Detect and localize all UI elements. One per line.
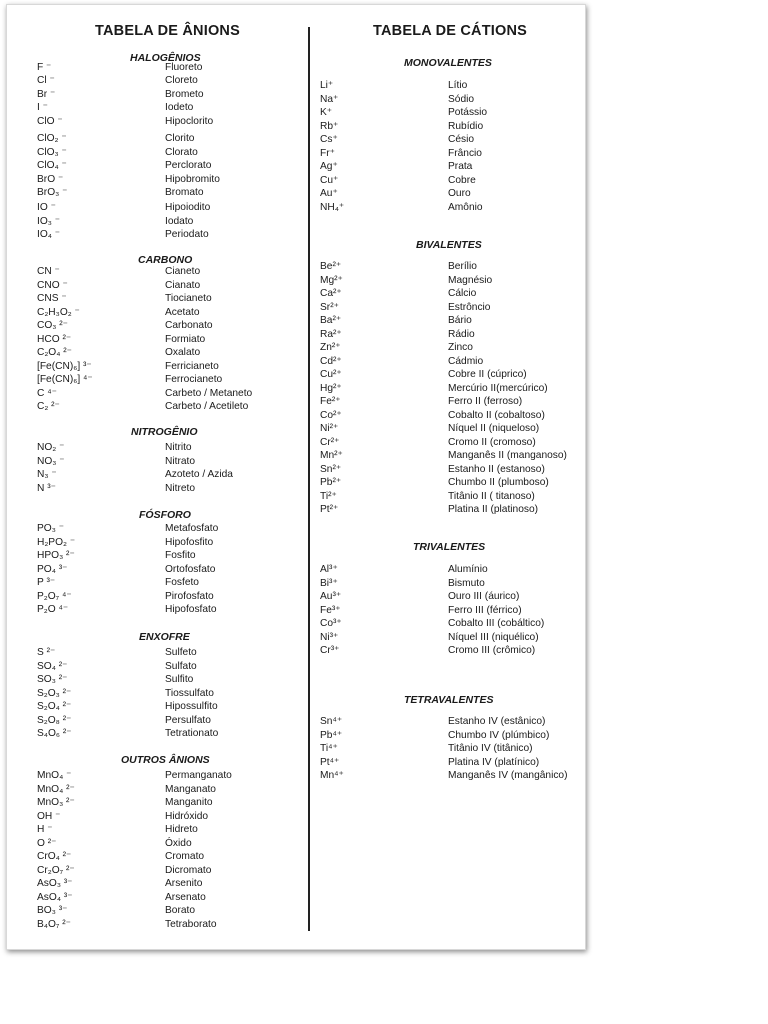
ion-formula: Fr⁺ (320, 147, 335, 159)
ion-formula: Ni³⁺ (320, 631, 339, 643)
ion-name: Iodeto (165, 102, 194, 113)
ion-name: Cromo III (crômico) (448, 645, 536, 656)
ion-formula: C₂ ²⁻ (37, 401, 60, 412)
ion-name: Cobre (448, 174, 476, 186)
ion-name: Prata (448, 161, 473, 172)
ion-name: Brometo (165, 89, 204, 100)
ion-name: Sulfeto (165, 647, 197, 658)
ion-name: Cianato (165, 279, 201, 291)
anion-section-halogenios: HALOGÊNIOS (130, 52, 201, 64)
ion-name: Hidreto (165, 824, 198, 835)
ion-formula: Li⁺ (320, 80, 334, 91)
ion-name: Bismuto (448, 577, 485, 589)
anion-section-enxofre: ENXOFRE (139, 631, 190, 643)
cation-table-title: TABELA DE CÁTIONS (373, 23, 528, 39)
ion-name: Ferro III (férrico) (448, 604, 522, 616)
anion-section-outros-anions: OUTROS ÂNIONS (121, 754, 210, 766)
ion-name: Titânio II ( titanoso) (448, 490, 535, 502)
ion-name: Níquel II (niqueloso) (448, 423, 540, 434)
ion-name: Clorato (165, 147, 198, 158)
ion-name: Carbeto / Acetileto (165, 401, 249, 412)
ion-name: Berílio (448, 261, 477, 272)
ion-name: Níquel III (niquélico) (448, 631, 539, 643)
document-page (6, 4, 586, 950)
cation-section-tetravalentes: TETRAVALENTES (404, 694, 494, 706)
ion-formula: Cr³⁺ (320, 645, 340, 656)
ion-formula: S ²⁻ (37, 647, 56, 658)
ion-formula: Fe²⁺ (320, 396, 341, 407)
ion-name: Manganês IV (mangânico) (448, 770, 568, 781)
ion-name: Ferro II (ferroso) (448, 396, 523, 407)
ion-formula: Be²⁺ (320, 261, 342, 272)
ion-formula: Au³⁺ (320, 591, 342, 602)
ion-name: Cromo II (cromoso) (448, 436, 536, 448)
ion-formula: AsO₄ ³⁻ (37, 891, 73, 903)
ion-formula: ClO ⁻ (37, 116, 63, 127)
ion-formula: BO₃ ³⁻ (37, 905, 68, 916)
ion-name: Ortofosfato (165, 563, 216, 575)
cation-section-bivalentes: BIVALENTES (416, 239, 482, 251)
ion-name: Cádmio (448, 355, 484, 367)
ion-formula: IO₄ ⁻ (37, 229, 61, 240)
ion-formula: IO₃ ⁻ (37, 216, 61, 227)
ion-formula: Br ⁻ (37, 89, 56, 100)
ion-name: Magnésio (448, 274, 493, 286)
ion-name: Fosfeto (165, 577, 199, 588)
ion-formula: Al³⁺ (320, 564, 338, 575)
ion-name: Dicromato (165, 864, 212, 876)
ion-formula: [Fe(CN)₆] ⁴⁻ (37, 374, 93, 385)
ion-name: Borato (165, 905, 196, 916)
ion-formula: CO₃ ²⁻ (37, 320, 69, 331)
ion-formula: NO₃ ⁻ (37, 455, 65, 467)
ion-formula: Na⁺ (320, 93, 339, 105)
ion-formula: CrO₄ ²⁻ (37, 851, 72, 862)
ion-formula: B₄O₇ ²⁻ (37, 918, 71, 930)
ion-formula: N₃ ⁻ (37, 469, 57, 480)
ion-name: Ouro (448, 188, 471, 199)
ion-formula: Ti²⁺ (320, 490, 337, 502)
ion-name: Nitreto (165, 482, 196, 494)
ion-formula: Sn²⁺ (320, 463, 342, 475)
ion-name: Estrôncio (448, 301, 491, 313)
ion-name: Ferricianeto (165, 360, 219, 372)
ion-formula: P₂O₇ ⁴⁻ (37, 590, 72, 602)
ion-name: Cloreto (165, 75, 198, 86)
ion-name: Bário (448, 315, 472, 326)
ion-formula: N ³⁻ (37, 482, 56, 494)
anion-section-carbono: CARBONO (138, 254, 193, 266)
column-divider (308, 27, 310, 931)
ion-formula: Mn²⁺ (320, 450, 343, 461)
ion-formula: ClO₄ ⁻ (37, 160, 67, 171)
ion-formula: Ag⁺ (320, 161, 338, 172)
ion-formula: Cu²⁺ (320, 369, 342, 380)
ion-formula: F ⁻ (37, 62, 52, 73)
ion-name: Metafosfato (165, 523, 219, 534)
ion-name: Carbonato (165, 320, 213, 331)
ion-formula: PO₄ ³⁻ (37, 563, 68, 575)
ion-formula: HCO ²⁻ (37, 333, 72, 345)
ion-name: Césio (448, 134, 475, 145)
ion-formula: Ni²⁺ (320, 423, 339, 434)
ion-name: Fluoreto (165, 62, 203, 73)
ion-name: Permanganato (165, 770, 232, 781)
ion-name: Tiossulfato (165, 687, 214, 699)
ion-name: Frâncio (448, 147, 482, 159)
ion-formula: S₂O₄ ²⁻ (37, 701, 72, 712)
ion-formula: S₂O₃ ²⁻ (37, 687, 72, 699)
ion-formula: Cr₂O₇ ²⁻ (37, 864, 75, 876)
ion-name: Rubídio (448, 120, 484, 132)
anion-table-title: TABELA DE ÂNIONS (95, 23, 240, 39)
ion-name: Formiato (165, 333, 206, 345)
ion-formula: BrO₃ ⁻ (37, 187, 68, 198)
ion-name: Alumínio (448, 564, 488, 575)
ion-name: Hidróxido (165, 810, 209, 822)
ion-name: Chumbo II (plumboso) (448, 477, 549, 488)
ion-name: Hipofosfato (165, 604, 217, 615)
ion-formula: MnO₄ ²⁻ (37, 783, 75, 795)
ion-formula: Zn²⁺ (320, 342, 341, 353)
ion-name: Arsenito (165, 878, 203, 889)
ion-formula: Bi³⁺ (320, 577, 338, 589)
ion-formula: Cr²⁺ (320, 436, 340, 448)
ion-formula: H₂PO₂ ⁻ (37, 536, 76, 548)
ion-name: Platina IV (platínico) (448, 756, 540, 768)
ion-name: Iodato (165, 216, 194, 227)
ion-name: Bromato (165, 187, 204, 198)
ion-name: Manganito (165, 797, 213, 808)
ion-formula: Cu⁺ (320, 174, 339, 186)
ion-name: Arsenato (165, 891, 206, 903)
ion-formula: Hg²⁺ (320, 382, 342, 394)
ion-formula: I ⁻ (37, 102, 49, 113)
ion-name: Cobalto II (cobaltoso) (448, 409, 545, 421)
ion-formula: Ti⁴⁺ (320, 743, 338, 754)
ion-formula: C₂O₄ ²⁻ (37, 347, 72, 358)
cation-section-monovalentes: MONOVALENTES (404, 57, 492, 69)
ion-formula: Sn⁴⁺ (320, 716, 343, 727)
ion-formula: Pb²⁺ (320, 477, 342, 488)
ion-name: Azoteto / Azida (165, 469, 233, 480)
cation-section-trivalentes: TRIVALENTES (413, 541, 486, 553)
ion-formula: Ba²⁺ (320, 315, 342, 326)
ion-name: Hipoclorito (165, 116, 214, 127)
ion-formula: Rb⁺ (320, 120, 339, 132)
ion-formula: ClO₂ ⁻ (37, 133, 67, 144)
ion-formula: K⁺ (320, 107, 333, 118)
ion-name: Cobre II (cúprico) (448, 369, 527, 380)
ion-formula: AsO₃ ³⁻ (37, 878, 73, 889)
ion-name: Estanho II (estanoso) (448, 463, 545, 475)
ion-name: Fosfito (165, 550, 196, 561)
ion-name: Oxalato (165, 347, 201, 358)
ion-formula: S₂O₈ ²⁻ (37, 714, 72, 726)
ion-name: Titânio IV (titânico) (448, 743, 533, 754)
ion-formula: Pb⁴⁺ (320, 729, 343, 741)
ion-formula: CNO ⁻ (37, 279, 68, 291)
ion-formula: HPO₃ ²⁻ (37, 550, 75, 561)
ion-name: Rádio (448, 328, 475, 340)
ion-name: Hipobromito (165, 174, 220, 185)
ion-formula: Co³⁺ (320, 618, 342, 629)
ion-formula: H ⁻ (37, 824, 53, 835)
ion-name: Zinco (448, 342, 473, 353)
ion-formula: C₂H₃O₂ ⁻ (37, 306, 80, 318)
ion-name: Nitrito (165, 442, 192, 453)
ion-name: Manganês II (manganoso) (448, 450, 567, 461)
ion-formula: OH ⁻ (37, 810, 61, 822)
ion-formula: Cd²⁺ (320, 355, 342, 367)
ion-name: Óxido (165, 837, 192, 849)
ion-name: Potássio (448, 107, 488, 118)
ion-formula: O ²⁻ (37, 837, 57, 849)
ion-formula: Pt⁴⁺ (320, 756, 340, 768)
ion-formula: C ⁴⁻ (37, 387, 57, 399)
anion-section-fosforo: FÓSFORO (139, 509, 191, 521)
ion-formula: [Fe(CN)₆] ³⁻ (37, 360, 92, 372)
ion-name: Clorito (165, 133, 195, 144)
ion-formula: Co²⁺ (320, 409, 342, 421)
ion-name: Manganato (165, 783, 216, 795)
ion-name: Cálcio (448, 288, 477, 299)
ion-name: Hipofosfito (165, 536, 214, 548)
ion-formula: CN ⁻ (37, 266, 60, 277)
ion-name: Mercúrio II(mercúrico) (448, 382, 548, 394)
ion-formula: Mn⁴⁺ (320, 770, 344, 781)
ion-name: Sulfito (165, 674, 194, 685)
ion-name: Ouro III (áurico) (448, 591, 520, 602)
ion-name: Sódio (448, 93, 475, 105)
ion-name: Nitrato (165, 455, 196, 467)
ion-formula: Cl ⁻ (37, 75, 55, 86)
ion-name: Platina II (platinoso) (448, 504, 539, 515)
anion-section-nitrogenio: NITROGÊNIO (131, 426, 198, 438)
ion-name: Sulfato (165, 660, 197, 672)
ion-formula: Fe³⁺ (320, 604, 341, 616)
ion-formula: Sr²⁺ (320, 301, 339, 313)
ion-name: Estanho IV (estânico) (448, 716, 546, 727)
ion-formula: NO₂ ⁻ (37, 442, 65, 453)
ion-name: Chumbo IV (plúmbico) (448, 729, 550, 741)
ion-name: Persulfato (165, 714, 211, 726)
ion-formula: Au⁺ (320, 188, 338, 199)
ion-formula: NH₄⁺ (320, 201, 345, 213)
ion-name: Cobalto III (cobáltico) (448, 618, 545, 629)
ion-name: Tetrationato (165, 728, 219, 739)
ion-name: Ferrocianeto (165, 374, 223, 385)
ion-name: Lítio (448, 80, 468, 91)
ion-formula: P ³⁻ (37, 577, 56, 588)
ion-name: Tiocianeto (165, 293, 212, 304)
ion-formula: SO₃ ²⁻ (37, 674, 68, 685)
ion-name: Hipoiodito (165, 202, 211, 213)
ion-name: Amônio (448, 201, 483, 213)
ion-formula: PO₃ ⁻ (37, 523, 65, 534)
ion-formula: MnO₄ ⁻ (37, 770, 72, 781)
ion-name: Periodato (165, 229, 209, 240)
ion-name: Perclorato (165, 160, 212, 171)
ion-formula: S₄O₆ ²⁻ (37, 728, 72, 739)
ion-formula: MnO₃ ²⁻ (37, 797, 75, 808)
ion-name: Carbeto / Metaneto (165, 387, 253, 399)
ion-name: Pirofosfato (165, 590, 214, 602)
ion-formula: Ra²⁺ (320, 328, 342, 340)
ion-name: Hipossulfito (165, 701, 218, 712)
ion-formula: IO ⁻ (37, 202, 56, 213)
ion-formula: P₂O ⁴⁻ (37, 604, 69, 615)
ion-formula: CNS ⁻ (37, 293, 67, 304)
ion-formula: SO₄ ²⁻ (37, 660, 68, 672)
ion-formula: Cs⁺ (320, 134, 338, 145)
ion-name: Cromato (165, 851, 205, 862)
ion-formula: Mg²⁺ (320, 274, 343, 286)
ion-formula: Pt²⁺ (320, 504, 339, 515)
ion-formula: Ca²⁺ (320, 288, 342, 299)
ion-name: Tetraborato (165, 918, 217, 930)
ion-name: Cianeto (165, 266, 201, 277)
ion-name: Acetato (165, 306, 200, 318)
ion-formula: BrO ⁻ (37, 174, 64, 185)
ion-formula: ClO₃ ⁻ (37, 147, 67, 158)
